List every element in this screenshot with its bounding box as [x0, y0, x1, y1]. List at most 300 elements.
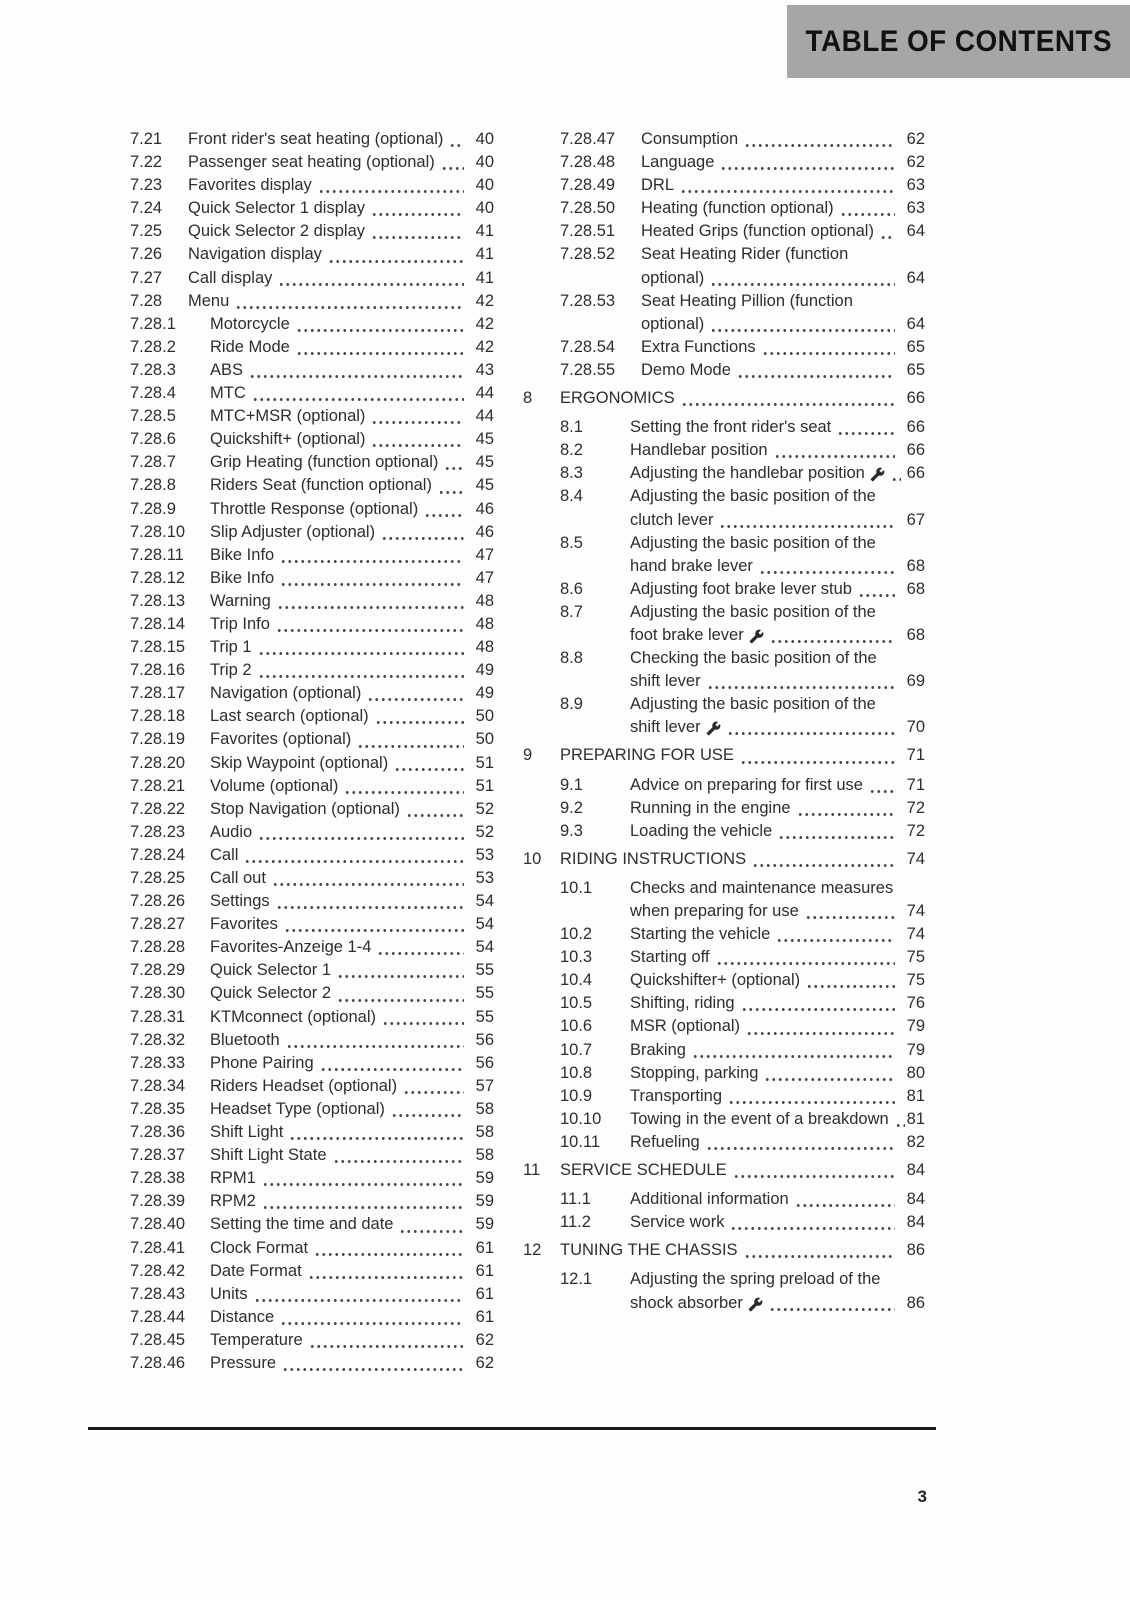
dotted-leader	[776, 939, 895, 942]
toc-entry-title-lastline	[210, 590, 468, 613]
toc-entry-title	[560, 744, 899, 767]
toc-entry[interactable]	[130, 705, 494, 728]
toc-entry-title	[188, 151, 468, 174]
toc-entry-number: 10.6	[560, 1017, 593, 1036]
toc-entry-page: 53	[475, 869, 494, 887]
toc-entry[interactable]	[130, 243, 494, 266]
toc-entry-title-lastline	[641, 197, 899, 220]
toc-entry-page: 59	[475, 1215, 494, 1234]
toc-entry-number: 7.28.31	[130, 1007, 186, 1026]
toc-entry[interactable]	[130, 521, 494, 544]
toc-entry[interactable]	[130, 1329, 494, 1352]
toc-entry-number: 11	[523, 1161, 541, 1180]
toc-entry-number: 7.28.23	[130, 822, 186, 841]
toc-entry-title-lastline	[641, 267, 899, 290]
toc-entry-title-text: optional)	[641, 268, 705, 287]
toc-entry-title-lastline	[210, 474, 468, 497]
toc-entry[interactable]	[130, 821, 494, 844]
toc-entry-page: 45	[475, 453, 494, 472]
toc-entry-page: 50	[475, 730, 494, 749]
toc-entry-number: 7.28.5	[130, 407, 176, 426]
toc-entry-number: 7.28.40	[130, 1215, 186, 1234]
dotted-leader	[444, 467, 464, 470]
dotted-leader	[357, 745, 464, 748]
toc-entry-title	[641, 359, 899, 382]
dotted-leader	[733, 1175, 895, 1178]
toc-entry-title-text: Shifting, riding	[630, 994, 735, 1013]
toc-entry[interactable]	[560, 439, 925, 462]
toc-entry-title	[210, 1306, 468, 1329]
toc-entry-title-lastline	[630, 992, 899, 1015]
toc-entry[interactable]	[560, 1062, 925, 1085]
toc-entry-number: 7.28.17	[130, 684, 186, 703]
toc-entry[interactable]	[560, 151, 925, 174]
toc-entry-title-text: Setting the front rider's seat	[630, 418, 832, 437]
toc-entry-title-text: Audio	[210, 822, 253, 841]
toc-entry[interactable]	[560, 359, 925, 382]
toc-entry-page: 66	[906, 441, 925, 460]
toc-entry-title-text: ABS	[210, 360, 244, 379]
toc-entry[interactable]	[560, 797, 925, 820]
toc-entry-title	[630, 1062, 899, 1085]
toc-entry-title-lastline	[210, 1006, 468, 1029]
toc-entry-title	[630, 601, 899, 647]
toc-entry-title-text: MTC+MSR (optional)	[210, 407, 366, 426]
toc-entry-title-lastline	[210, 1283, 468, 1306]
toc-entry-title-text: Service work	[630, 1213, 725, 1232]
dotted-leader	[278, 283, 464, 286]
toc-entry[interactable]	[130, 474, 494, 497]
toc-entry-title-text: Navigation (optional)	[210, 684, 362, 703]
dotted-leader	[314, 1253, 464, 1256]
toc-entry-title	[210, 705, 468, 728]
toc-entry-title-lastline	[630, 1211, 899, 1234]
toc-entry[interactable]	[523, 848, 925, 871]
toc-entry-page: 46	[475, 499, 494, 518]
toc-entry-title	[630, 1039, 899, 1062]
toc-entry-number: 7.28.38	[130, 1169, 186, 1188]
toc-entry-page: 62	[475, 1330, 494, 1349]
dotted-leader	[276, 629, 464, 632]
toc-entry-page: 57	[475, 1076, 494, 1095]
toc-entry[interactable]	[560, 1039, 925, 1062]
toc-entry-number: 8.7	[560, 602, 583, 621]
toc-entry-title	[630, 1268, 899, 1314]
toc-entry-title-lastline	[560, 387, 899, 410]
toc-entry-number: 7.28.9	[130, 499, 176, 518]
toc-entry-page: 52	[475, 822, 494, 841]
toc-entry[interactable]	[560, 336, 925, 359]
toc-entry-title-lastline	[210, 775, 468, 798]
toc-entry-page: 56	[475, 1030, 494, 1049]
toc-entry-title-text: Riders Seat (function optional)	[210, 476, 432, 495]
toc-entry[interactable]	[130, 659, 494, 682]
toc-entry[interactable]	[560, 1108, 925, 1131]
toc-entry-title-text: Quickshift+ (optional)	[210, 430, 366, 449]
toc-entry-number: 8.8	[560, 649, 583, 668]
toc-entry[interactable]	[130, 913, 494, 936]
toc-entry[interactable]	[130, 1190, 494, 1213]
toc-entry-title-text: Favorites display	[188, 176, 312, 195]
toc-entry-title-lastline	[210, 1213, 468, 1236]
toc-entry-title-lastline	[630, 1039, 899, 1062]
toc-entry-title-text: Temperature	[210, 1330, 303, 1349]
toc-entry-page: 40	[475, 199, 494, 218]
toc-column-left	[130, 128, 494, 1375]
toc-entry-title	[630, 1108, 899, 1131]
toc-entry-title-lastline	[210, 636, 468, 659]
toc-entry-title	[630, 1188, 899, 1211]
toc-entry-title-text: foot brake lever	[630, 625, 744, 644]
toc-entry[interactable]	[560, 969, 925, 992]
toc-entry[interactable]	[560, 462, 925, 485]
toc-entry[interactable]	[130, 1352, 494, 1375]
toc-entry-number: 7.28.39	[130, 1192, 186, 1211]
toc-entry-title-text: Running in the engine	[630, 798, 791, 817]
dotted-leader	[727, 732, 895, 735]
toc-entry-number: 7.28.29	[130, 961, 186, 980]
toc-entry-title-lastline	[210, 544, 468, 567]
toc-entry[interactable]	[560, 601, 925, 647]
toc-entry[interactable]	[130, 220, 494, 243]
toc-entry-title-lastline	[210, 890, 468, 913]
toc-entry[interactable]	[560, 923, 925, 946]
toc-entry[interactable]	[560, 992, 925, 1015]
toc-entry-title-lastline	[210, 844, 468, 867]
toc-entry-number: 7.25	[130, 222, 163, 241]
toc-entry[interactable]	[130, 1237, 494, 1260]
toc-entry-title-line: Seat Heating Pillion (function	[641, 291, 853, 310]
toc-entry-number: 7.28.10	[130, 522, 186, 541]
toc-entry[interactable]	[130, 936, 494, 959]
dotted-leader	[258, 652, 464, 655]
toc-entry[interactable]	[560, 485, 925, 531]
toc-entry[interactable]	[130, 959, 494, 982]
toc-entry-number: 9	[523, 746, 533, 765]
toc-entry-page: 58	[475, 1099, 494, 1118]
toc-entry-title-text: Grip Heating (function optional)	[210, 453, 439, 472]
toc-entry-title	[210, 682, 468, 705]
toc-entry-title-lastline	[210, 1167, 468, 1190]
toc-entry-number: 7.28.25	[130, 869, 186, 887]
toc-entry-number: 7.22	[130, 153, 163, 172]
toc-entry-title-lastline	[560, 1239, 899, 1262]
toc-entry-title	[630, 462, 899, 485]
toc-entry-page: 58	[475, 1146, 494, 1165]
toc-entry-title	[630, 485, 899, 531]
dotted-leader	[770, 640, 895, 643]
toc-entry[interactable]	[560, 877, 925, 923]
toc-entry[interactable]	[130, 867, 494, 890]
toc-entry[interactable]	[523, 387, 925, 410]
toc-entry[interactable]	[560, 174, 925, 197]
toc-entry-number: 10.3	[560, 948, 593, 967]
dotted-leader	[371, 213, 464, 216]
toc-entry-number: 7.28.19	[130, 730, 186, 749]
toc-entry[interactable]	[130, 359, 494, 382]
toc-entry[interactable]	[523, 744, 925, 767]
toc-entry[interactable]	[130, 775, 494, 798]
toc-entry-number: 7.28.48	[560, 153, 616, 172]
toc-entry-page: 54	[475, 938, 494, 957]
toc-entry-page: 43	[475, 360, 494, 379]
toc-entry[interactable]	[560, 197, 925, 220]
toc-entry-title	[630, 1085, 899, 1108]
toc-entry-title	[630, 532, 899, 578]
toc-entry[interactable]	[130, 382, 494, 405]
toc-entry-title	[630, 797, 899, 820]
toc-entry-title-lastline	[210, 359, 468, 382]
toc-entry[interactable]	[130, 290, 494, 313]
toc-entry[interactable]	[130, 636, 494, 659]
dotted-leader	[391, 1114, 464, 1117]
toc-entry-number: 7.28.14	[130, 614, 186, 633]
toc-entry[interactable]	[560, 578, 925, 601]
dotted-leader	[282, 1368, 464, 1371]
toc-entry[interactable]	[560, 243, 925, 289]
dotted-leader	[710, 283, 895, 286]
toc-entry-page: 55	[475, 1007, 494, 1026]
toc-entry[interactable]	[130, 752, 494, 775]
toc-entry[interactable]	[130, 1075, 494, 1098]
toc-entry-number: 7.28.26	[130, 892, 186, 911]
toc-entry-title-lastline	[210, 1121, 468, 1144]
toc-entry-title-lastline	[210, 982, 468, 1005]
toc-entry[interactable]	[130, 890, 494, 913]
toc-entry-page: 61	[475, 1261, 494, 1280]
toc-entry-number: 8.4	[560, 487, 583, 506]
toc-entry[interactable]	[130, 1167, 494, 1190]
toc-entry[interactable]	[560, 1268, 925, 1314]
dotted-leader	[309, 1345, 464, 1348]
toc-entry[interactable]	[523, 1239, 925, 1262]
toc-entry-title-lastline	[630, 670, 899, 693]
toc-entry-page: 62	[906, 153, 925, 172]
toc-entry-title-text: shock absorber	[630, 1293, 743, 1312]
toc-entry[interactable]	[130, 567, 494, 590]
toc-entry[interactable]	[560, 774, 925, 797]
toc-entry[interactable]	[130, 1283, 494, 1306]
toc-entry[interactable]	[130, 336, 494, 359]
toc-entry[interactable]	[130, 128, 494, 151]
dotted-leader	[764, 1078, 895, 1081]
dotted-leader	[371, 236, 464, 239]
toc-entry-title-line: Adjusting the basic position of the	[630, 602, 876, 621]
dotted-leader	[344, 791, 464, 794]
toc-entry-number: 10.11	[560, 1132, 601, 1151]
toc-entry[interactable]	[560, 1085, 925, 1108]
toc-entry-title-line: Seat Heating Rider (function	[641, 245, 849, 264]
toc-entry-title-text: Call	[210, 845, 239, 864]
toc-entry[interactable]	[560, 416, 925, 439]
toc-entry-number: 8.5	[560, 533, 583, 552]
toc-entry-title-lastline	[188, 128, 468, 151]
toc-entry[interactable]	[130, 151, 494, 174]
toc-entry-title-lastline	[630, 439, 899, 462]
toc-entry-page: 81	[906, 1109, 925, 1128]
toc-entry[interactable]	[130, 1006, 494, 1029]
toc-entry-number: 8	[523, 389, 533, 408]
toc-entry-page: 55	[475, 961, 494, 980]
toc-entry[interactable]	[130, 405, 494, 428]
toc-entry-title	[641, 151, 899, 174]
toc-entry[interactable]	[130, 544, 494, 567]
toc-entry-title	[210, 959, 468, 982]
toc-entry-title-lastline	[210, 682, 468, 705]
toc-entry-title-lastline	[210, 521, 468, 544]
toc-entry[interactable]	[130, 1213, 494, 1236]
toc-entry[interactable]	[130, 1144, 494, 1167]
dotted-leader	[262, 1183, 464, 1186]
toc-entry-title	[210, 890, 468, 913]
toc-entry[interactable]	[560, 220, 925, 243]
toc-entry-title-text: Shift Light	[210, 1123, 284, 1142]
toc-entry[interactable]	[560, 1188, 925, 1211]
toc-entry-title	[210, 451, 468, 474]
toc-entry-title-text: Handlebar position	[630, 441, 768, 460]
dotted-leader	[424, 514, 464, 517]
toc-entry[interactable]	[130, 1029, 494, 1052]
toc-entry-page: 82	[906, 1132, 925, 1151]
toc-entry-title-line: Adjusting the basic position of the	[630, 487, 876, 506]
toc-entry-title-text: MSR (optional)	[630, 1017, 741, 1036]
toc-entry-title-lastline	[210, 498, 468, 521]
toc-entry-number: 7.28	[130, 291, 163, 310]
dotted-leader	[744, 144, 895, 147]
toc-entry[interactable]	[560, 1211, 925, 1234]
toc-entry[interactable]	[130, 798, 494, 821]
toc-entry[interactable]	[130, 844, 494, 867]
toc-entry-page: 66	[906, 389, 925, 408]
toc-entry-number: 7.28.13	[130, 591, 186, 610]
toc-entry[interactable]	[130, 982, 494, 1005]
toc-entry-page: 53	[475, 845, 494, 864]
toc-entry-title	[210, 844, 468, 867]
dotted-leader	[762, 352, 895, 355]
toc-entry[interactable]	[560, 1015, 925, 1038]
toc-entry-page: 51	[475, 753, 494, 772]
toc-entry-title-lastline	[188, 243, 468, 266]
toc-entry[interactable]	[560, 128, 925, 151]
toc-entry[interactable]	[130, 613, 494, 636]
toc-entry[interactable]	[560, 532, 925, 578]
dotted-leader	[759, 571, 895, 574]
toc-entry-title-text: Shift Light State	[210, 1146, 327, 1165]
toc-entry-title	[210, 1029, 468, 1052]
toc-entry-number: 7.28.41	[130, 1238, 186, 1257]
toc-entry-page: 50	[475, 707, 494, 726]
toc-entry-title-text: Bike Info	[210, 545, 275, 564]
toc-entry-title-lastline	[210, 752, 468, 775]
toc-entry-number: 7.28.16	[130, 661, 186, 680]
toc-entry-title-line: Checking the basic position of the	[630, 649, 877, 668]
toc-entry[interactable]	[560, 693, 925, 739]
toc-entry-title	[188, 290, 468, 313]
toc-entry-title-text: Navigation display	[188, 245, 322, 264]
toc-entry-title-lastline	[641, 128, 899, 151]
toc-entry-page: 61	[475, 1238, 494, 1257]
toc-entry-number: 8.1	[560, 418, 583, 437]
dotted-leader	[706, 1147, 895, 1150]
toc-entry[interactable]	[560, 820, 925, 843]
toc-entry-title	[210, 659, 468, 682]
toc-entry-title-lastline	[210, 1237, 468, 1260]
dotted-leader	[403, 1091, 464, 1094]
dotted-leader	[262, 1206, 464, 1209]
toc-entry[interactable]	[130, 174, 494, 197]
toc-entry-title	[188, 128, 468, 151]
toc-entry-page: 86	[906, 1241, 925, 1260]
toc-entry-title-text: Demo Mode	[641, 360, 731, 379]
toc-entry-number: 7.28.44	[130, 1307, 186, 1326]
toc-entry[interactable]	[130, 1121, 494, 1144]
toc-entry-title	[210, 936, 468, 959]
toc-entry[interactable]	[560, 946, 925, 969]
toc-entry[interactable]	[523, 1159, 925, 1182]
toc-entry-title-lastline	[630, 1015, 899, 1038]
toc-entry-title	[210, 474, 468, 497]
toc-entry-title-lastline	[210, 936, 468, 959]
toc-entry-page: 64	[906, 222, 925, 241]
toc-entry-title	[210, 1213, 468, 1236]
toc-entry[interactable]	[130, 590, 494, 613]
toc-entry-number: 10.2	[560, 925, 593, 944]
toc-entry-title-text: Quick Selector 2	[210, 984, 332, 1003]
toc-entry-number: 7.28.35	[130, 1099, 186, 1118]
toc-entry-title	[630, 416, 899, 439]
toc-entry[interactable]	[130, 428, 494, 451]
toc-entry[interactable]	[130, 197, 494, 220]
toc-entry-title-lastline	[641, 151, 899, 174]
wrench-icon	[706, 721, 721, 736]
toc-entry-title-text: Slip Adjuster (optional)	[210, 522, 376, 541]
toc-entry-title	[641, 243, 899, 289]
toc-entry-page: 42	[475, 291, 494, 310]
toc-entry-title-text: Distance	[210, 1307, 275, 1326]
toc-entry-title-text: Passenger seat heating (optional)	[188, 153, 435, 172]
toc-entry-number: 8.9	[560, 695, 583, 714]
toc-entry[interactable]	[560, 647, 925, 693]
toc-entry[interactable]	[130, 1098, 494, 1121]
toc-entry[interactable]	[130, 498, 494, 521]
toc-entry[interactable]	[560, 1131, 925, 1154]
toc-entry[interactable]	[130, 1260, 494, 1283]
toc-entry[interactable]	[130, 267, 494, 290]
toc-entry[interactable]	[130, 1306, 494, 1329]
toc-entry-number: 10.7	[560, 1040, 593, 1059]
toc-entry-title	[560, 387, 899, 410]
toc-entry-number: 7.28.47	[560, 130, 616, 148]
toc-entry-title	[210, 382, 468, 405]
wrench-icon	[870, 467, 885, 482]
footer-rule	[88, 1427, 936, 1430]
toc-entry-title-text: Language	[641, 153, 715, 172]
toc-entry-title	[210, 1098, 468, 1121]
toc-entry-page: 84	[906, 1190, 925, 1209]
toc-entry-number: 7.24	[130, 199, 163, 218]
toc-entry[interactable]	[560, 290, 925, 336]
toc-entry-title-lastline	[188, 220, 468, 243]
toc-entry[interactable]	[130, 451, 494, 474]
toc-entry-title-lastline	[630, 416, 899, 439]
toc-entry[interactable]	[130, 313, 494, 336]
toc-entry[interactable]	[130, 682, 494, 705]
toc-entry[interactable]	[130, 728, 494, 751]
dotted-leader	[276, 906, 464, 909]
toc-entry-page: 75	[906, 948, 925, 967]
toc-entry-title-text: Trip Info	[210, 614, 270, 633]
toc-entry[interactable]	[130, 1052, 494, 1075]
